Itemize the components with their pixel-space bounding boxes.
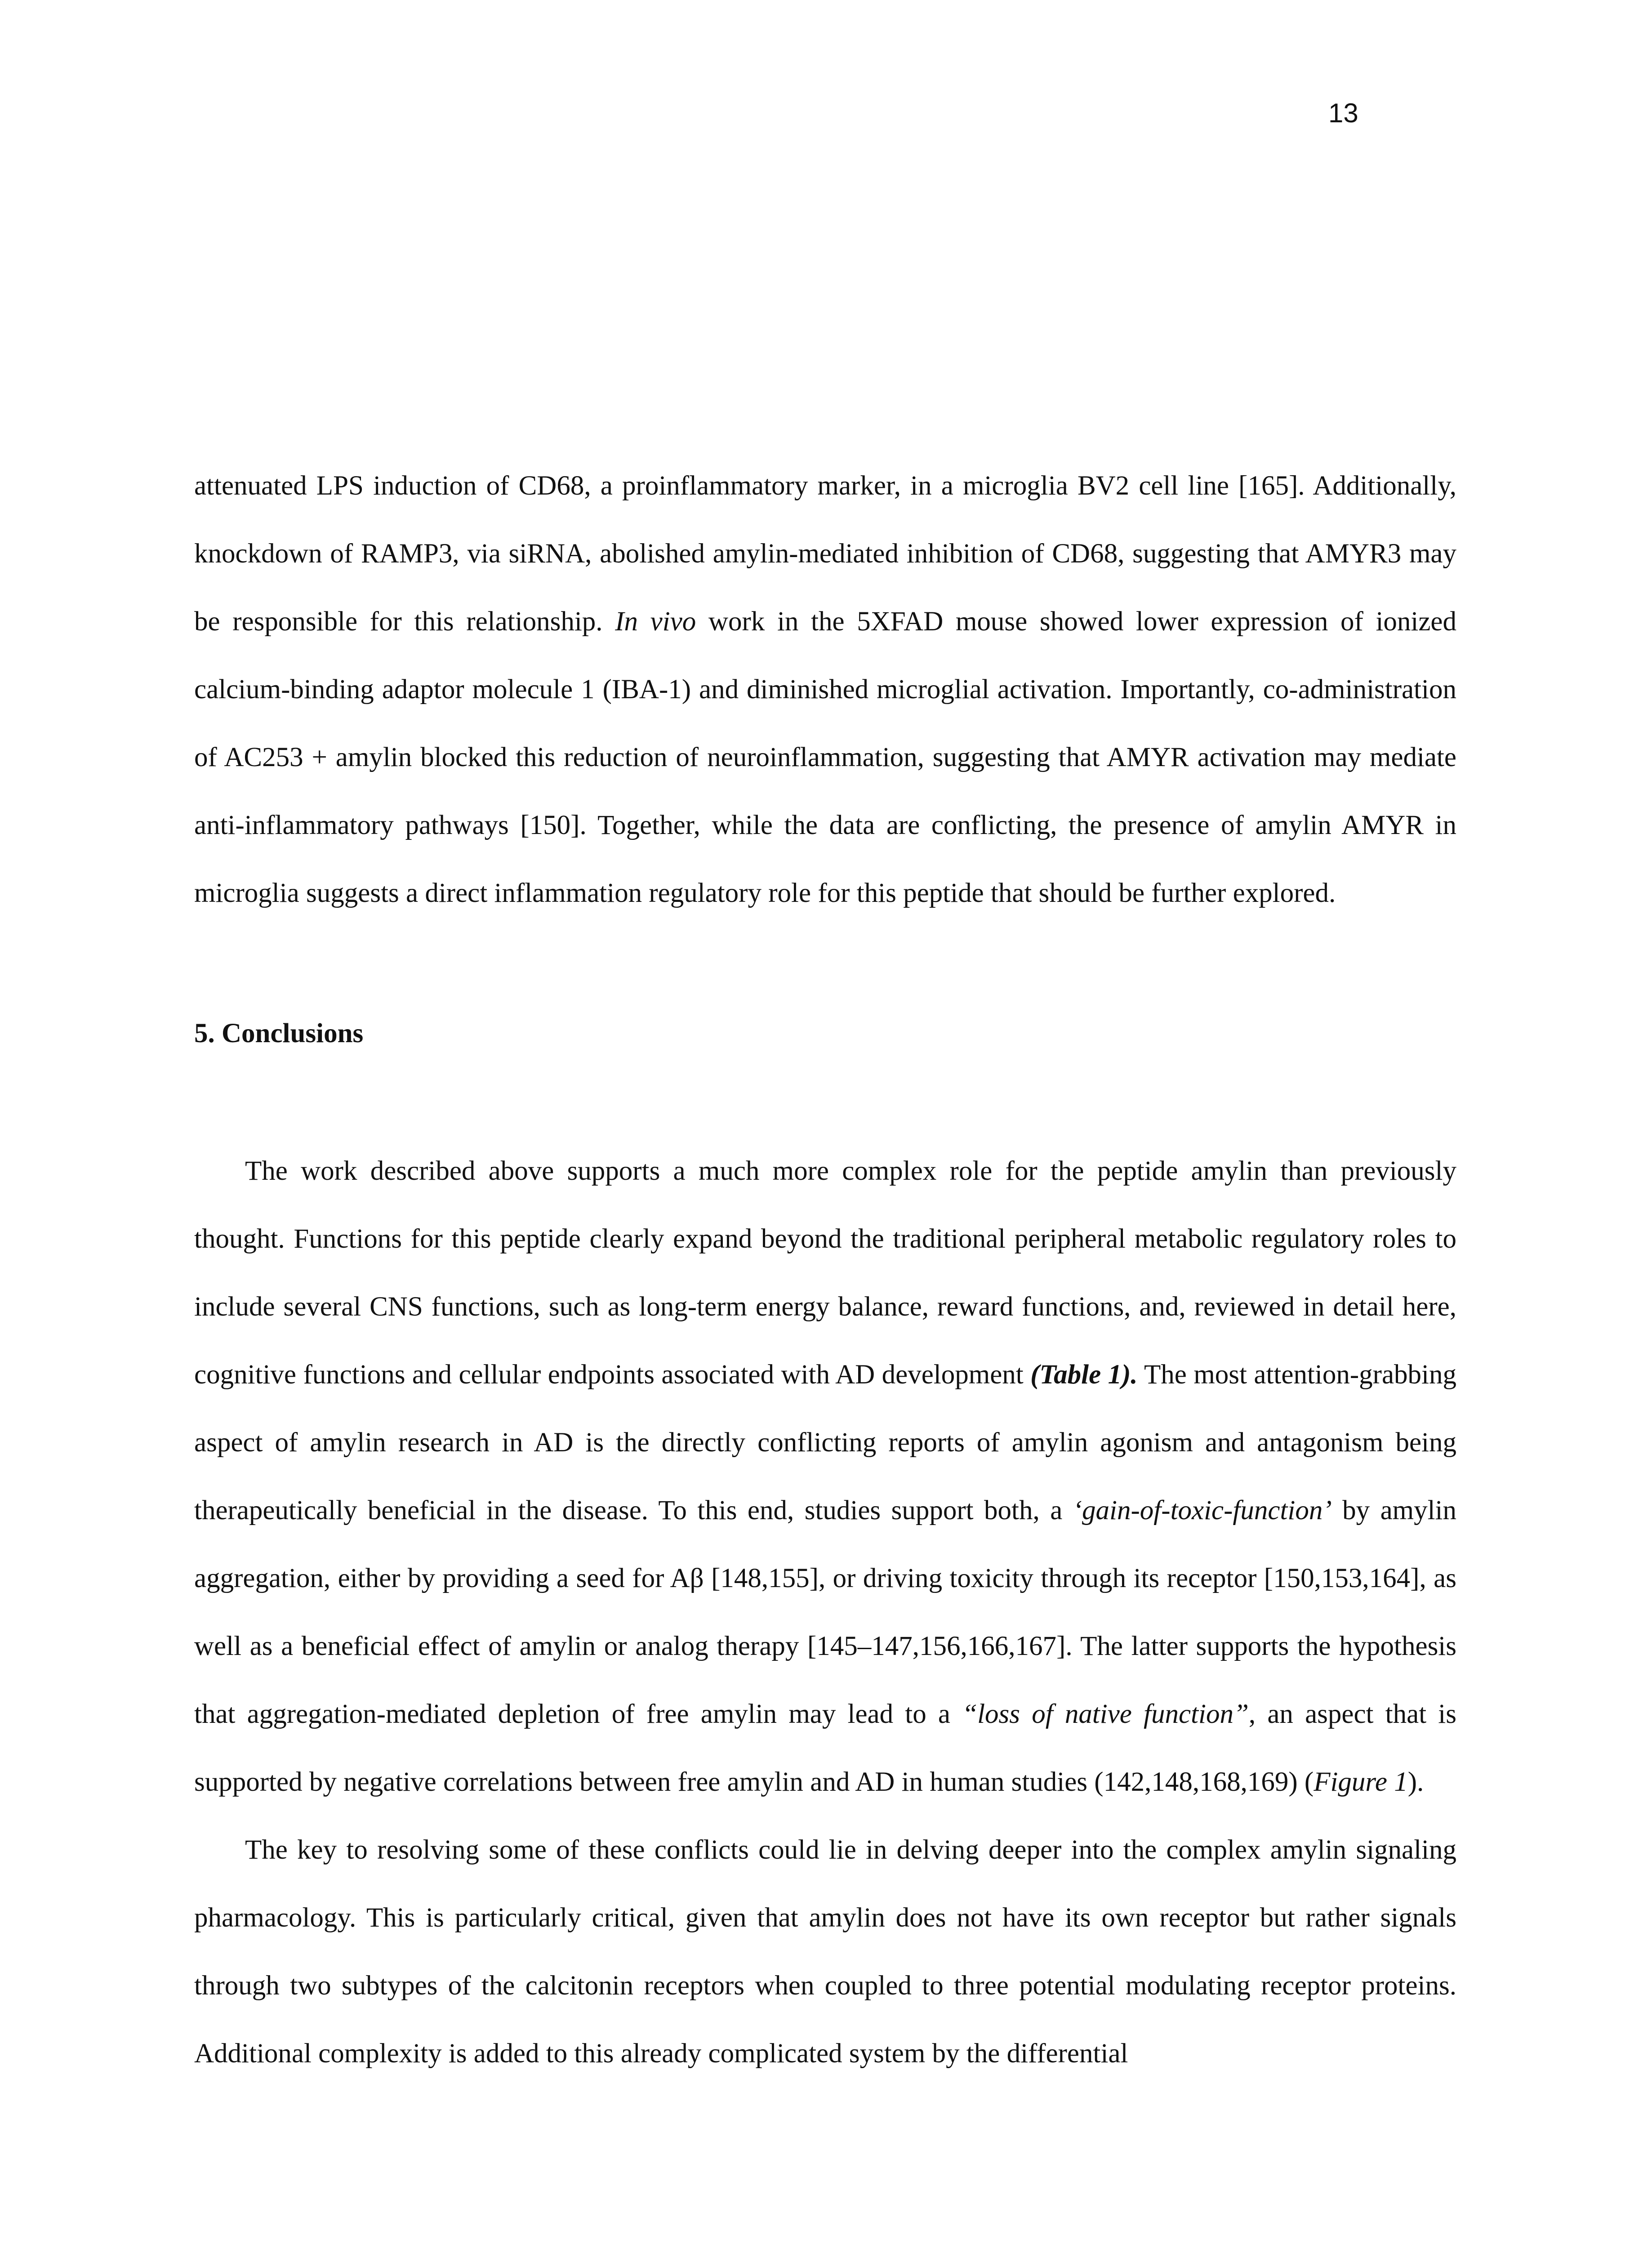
paragraph-text: attenuated LPS induction of CD68, a proinflammatory marker, in a microglia BV2 cell line [165]. Additionally, knockdown of RAMP3, via siRNA, abolished amylin-mediated inhibition of CD68, suggesting that AMYR3 may be responsible for this relationship. — [194, 471, 1456, 637]
figure-reference: Figure 1 — [1314, 1767, 1408, 1797]
page-number: 13 — [1328, 98, 1358, 128]
section-heading-block — [194, 999, 1456, 1067]
paragraph-text: work in the 5XFAD mouse showed lower expression of ionized calcium-binding adaptor molecule 1 (IBA-1) and diminished microglial activation. Importantly, co-administration of AC253 + amylin blocked this reduction of neuroinflammation, suggesting that AMYR activation may mediate anti-inflammatory pathways [150]. Together, while the data are conflicting, the presence of amylin AMYR in microglia suggests a direct inflammation regulatory role for this peptide that should be further explored. — [194, 607, 1456, 908]
document-body — [194, 452, 1456, 2087]
paragraph-text: The most attention-grabbing aspect of amylin research in AD is the directly conflicting reports of amylin agonism and antagonism being therapeutically beneficial in the disease. To this end, studies support both, a — [194, 1360, 1456, 1525]
loss-of-native-function-phrase: “loss of native function” — [962, 1699, 1249, 1729]
gain-of-toxic-function-phrase: ‘gain-of-toxic-function’ — [1073, 1495, 1332, 1525]
paragraph-text: , an aspect that is supported by negative correlations between free amylin and AD in human studies (142,148,168,169) ( — [194, 1699, 1456, 1797]
in-vivo-italic: In vivo — [615, 607, 696, 637]
paragraph-microglia — [194, 452, 1456, 927]
section-heading: 5. Conclusions — [194, 1018, 364, 1048]
paragraph-pharmacology: The key to resolving some of these conflicts could lie in delving deeper into the complex amylin signaling pharmacology. This is particularly critical, given that amylin does not have its own receptor but rather signals through two subtypes of the calcitonin receptors when coupled to three potential modulating receptor proteins. Additional complexity is added to this already complicated system by the differential — [194, 1835, 1456, 2069]
paragraph-text: ). — [1407, 1767, 1424, 1797]
paragraph-text: The work described above supports a much more complex role for the peptide amylin than previously thought. Functions for this peptide clearly expand beyond the traditional peripheral metabolic regulatory roles to include several CNS functions, such as long-term energy balance, reward functions, and, reviewed in detail here, cognitive functions and cellular endpoints associated with AD development — [194, 1156, 1456, 1390]
paragraph-text: by amylin aggregation, either by providing a seed for Aβ [148,155], or driving toxicity through its receptor [150,153,164], as well as a beneficial effect of amylin or analog therapy [145–147,156,166,167]. The latter supports the hypothesis that aggregation-mediated depletion of free amylin may lead to a — [194, 1495, 1456, 1729]
paragraph-conclusions — [194, 1137, 1456, 1816]
table-reference: (Table 1). — [1030, 1360, 1138, 1390]
